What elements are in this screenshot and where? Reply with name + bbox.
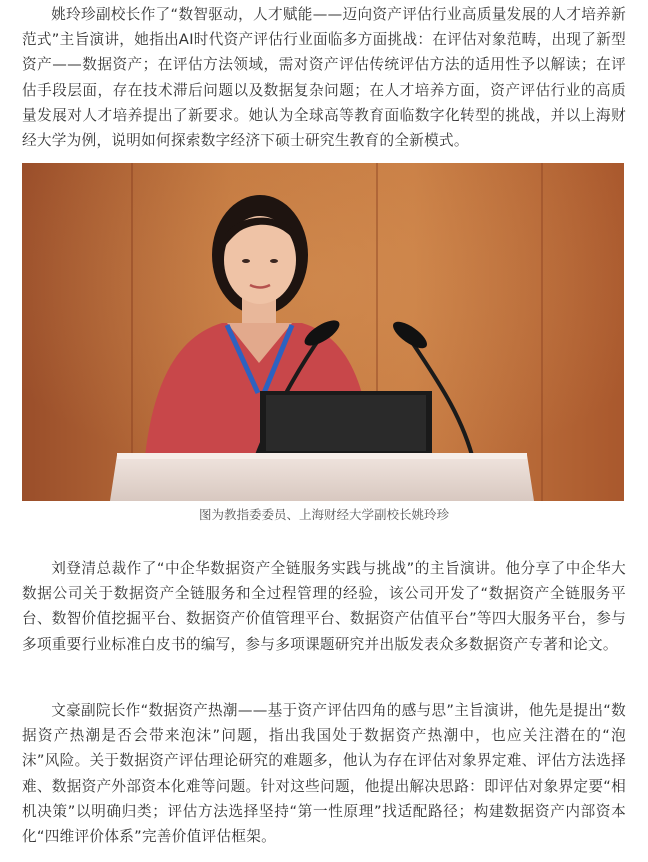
paragraph-yao-speech: 姚玲珍副校长作了“数智驱动，人才赋能——迈向资产评估行业高质量发展的人才培养新范式”主旨演讲，她指出AI时代资产评估行业面临多方面挑战：在评估对象范畴，出现了新型资产——数据资产；在评估方法领域，需对资产评估传统评估方法的适用性予以解读；在评估手段层面，存在技术滞后问题以及数据复杂问题；在人才培养方面，资产评估行业的高质量发展对人才培养提出了新要求。她认为全球高等教育面临数字化转型的挑战，并以上海财经大学为例，说明如何探索数字经济下硕士研究生教育的全新模式。 — [22, 6, 626, 150]
photo-caption: 图为教指委委员、上海财经大学副校长姚玲珍 — [198, 507, 449, 522]
speaker-photo — [22, 163, 624, 501]
paragraph-liu-speech: 刘登清总裁作了“中企华数据资产全链服务实践与挑战”的主旨演讲。他分享了中企华大数据公司关于数据资产全链服务和全过程管理的经验，该公司开发了“数据资产全链服务平台、数智价值挖掘平台、数据资产价值管理平台、数据资产估值平台”等四大服务平台，参与多项重要行业标准白皮书的编写，参与多项课题研究并出版发表众多数据资产专著和论文。 — [22, 560, 626, 653]
speaker-photo-illustration — [22, 163, 624, 501]
paragraph-wen-speech: 文豪副院长作“数据资产热潮——基于资产评估四角的感与思”主旨演讲，他先是提出“数据资产热潮是否会带来泡沫”问题，指出我国处于数据资产热潮中，也应关注潜在的“泡沫”风险。关于数据资产评估理论研究的难题多，他认为存在评估对象界定难、评估方法选择难、数据资产外部资本化难等问题。针对这些问题，他提出解决思路：即评估对象界定要“相机决策”以明确归类；评估方法选择坚持“第一性原理”找适配路径；构建数据资产内部资本化“四维评价体系”完善价值评估框架。 — [22, 702, 626, 846]
